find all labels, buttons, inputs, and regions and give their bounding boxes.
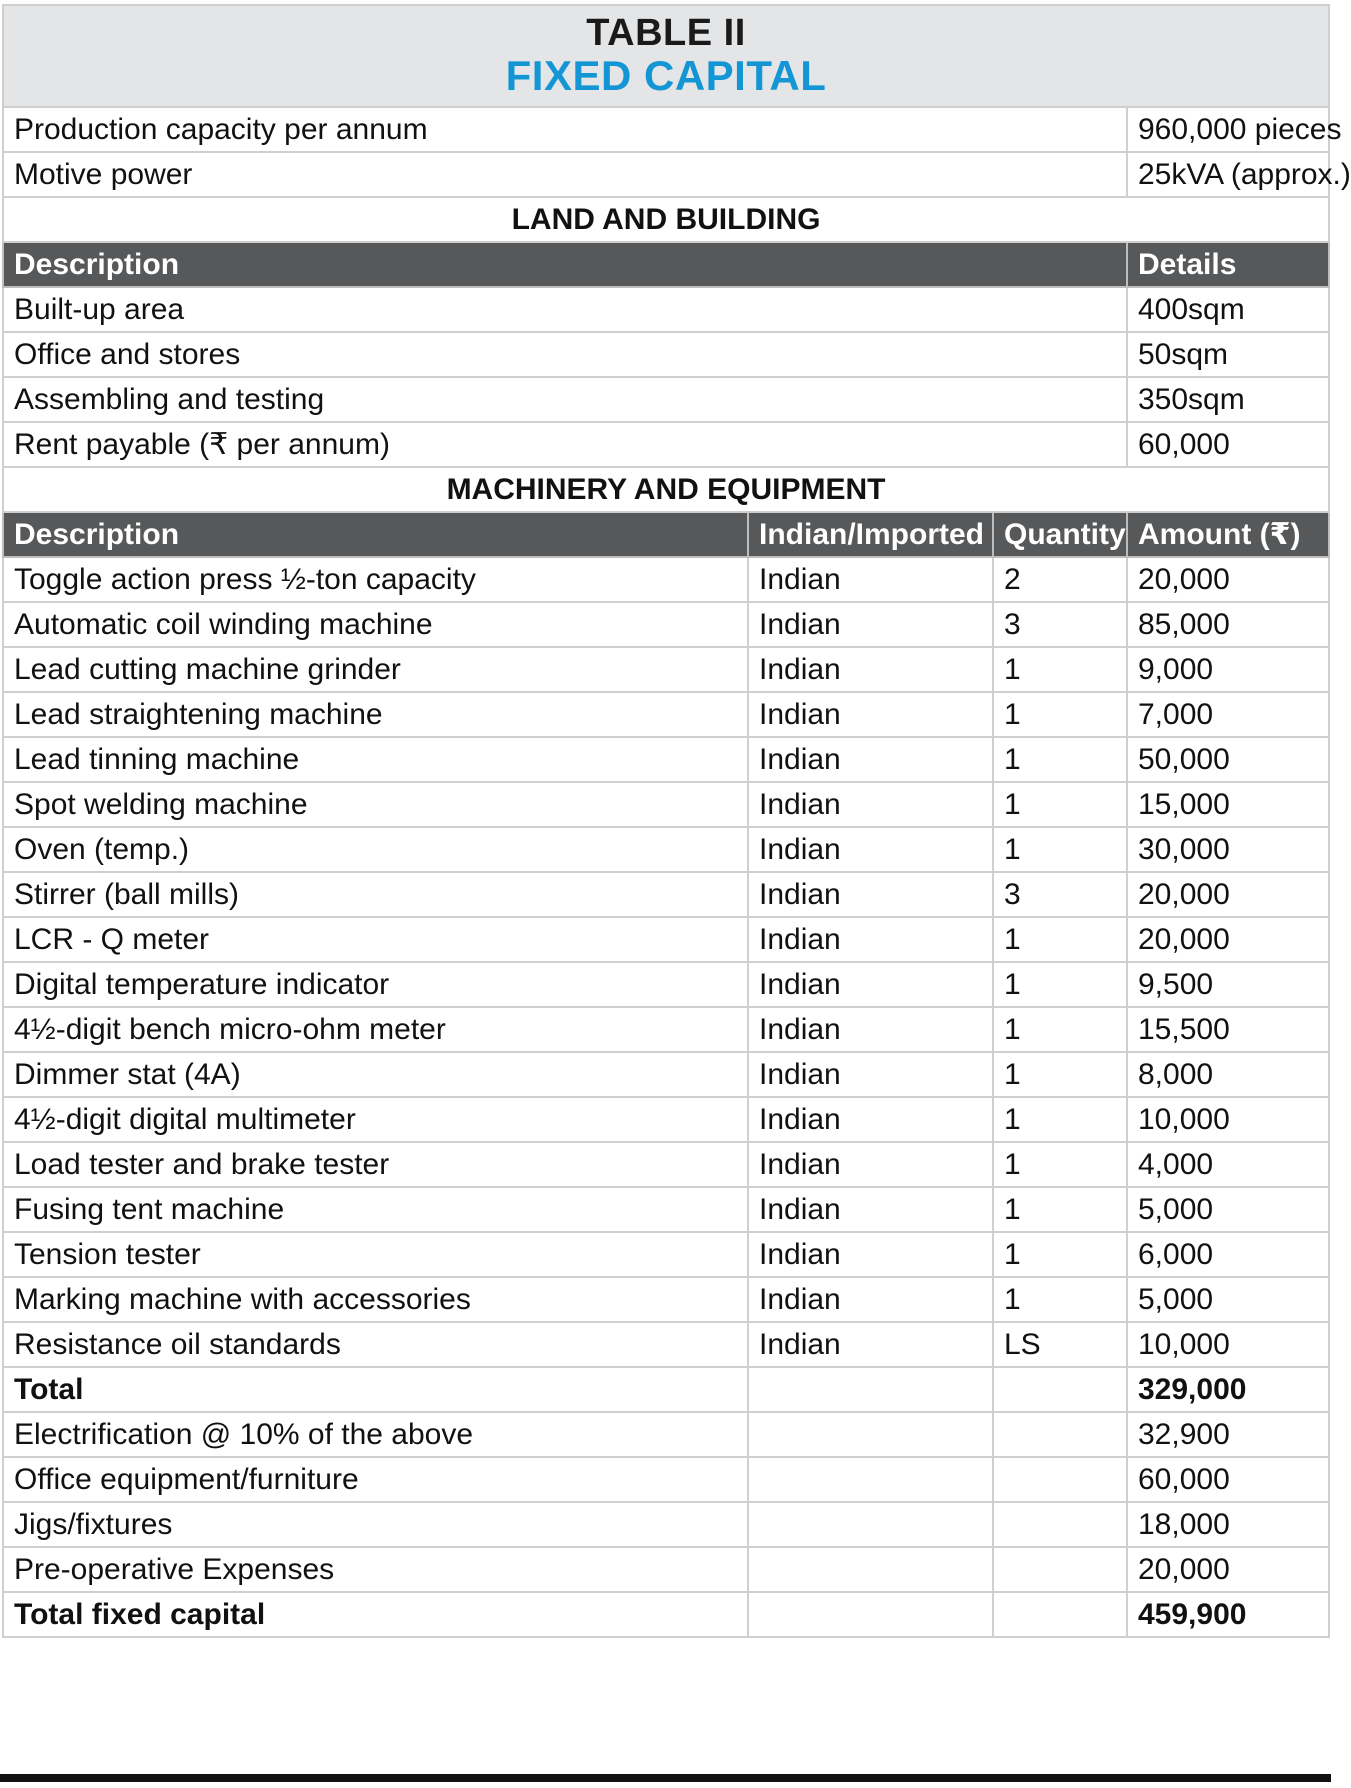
title-cell <box>3 5 1329 107</box>
quantity-cell: 1 <box>993 1187 1127 1232</box>
quantity-cell: 2 <box>993 557 1127 602</box>
amount-cell: 10,000 <box>1127 1097 1329 1142</box>
amount-cell: 15,000 <box>1127 782 1329 827</box>
origin-cell: Indian <box>748 602 993 647</box>
info-label: Motive power <box>3 152 1127 197</box>
description-cell: Lead straightening machine <box>3 692 748 737</box>
amount-cell: 5,000 <box>1127 1277 1329 1322</box>
origin-cell: Indian <box>748 1097 993 1142</box>
amount-cell: 9,000 <box>1127 647 1329 692</box>
amount-cell: 20,000 <box>1127 557 1329 602</box>
column-header-row <box>3 242 1329 287</box>
table-row <box>3 1187 1329 1232</box>
column-header-description: Description <box>3 242 1127 287</box>
description-cell: Stirrer (ball mills) <box>3 872 748 917</box>
quantity-cell: 1 <box>993 1277 1127 1322</box>
table-row <box>3 917 1329 962</box>
quantity-cell: 1 <box>993 917 1127 962</box>
quantity-cell: 1 <box>993 782 1127 827</box>
origin-cell: Indian <box>748 647 993 692</box>
info-row <box>3 107 1329 152</box>
column-header-origin: Indian/Imported <box>748 512 993 557</box>
quantity-cell: 1 <box>993 1007 1127 1052</box>
table-title: FIXED CAPITAL <box>505 51 827 99</box>
bottom-rule <box>0 1774 1331 1782</box>
summary-label: Total <box>3 1367 748 1412</box>
amount-cell: 10,000 <box>1127 1322 1329 1367</box>
origin-cell: Indian <box>748 1142 993 1187</box>
origin-cell: Indian <box>748 1007 993 1052</box>
summary-amount: 329,000 <box>1127 1367 1329 1412</box>
amount-cell: 20,000 <box>1127 872 1329 917</box>
table-row <box>3 1052 1329 1097</box>
table-row <box>3 422 1329 467</box>
description-cell: Resistance oil standards <box>3 1322 748 1367</box>
amount-cell: 6,000 <box>1127 1232 1329 1277</box>
description-cell: Toggle action press ½-ton capacity <box>3 557 748 602</box>
origin-cell: Indian <box>748 557 993 602</box>
description-cell: Lead tinning machine <box>3 737 748 782</box>
table-row <box>3 377 1329 422</box>
table-row <box>3 827 1329 872</box>
amount-cell: 8,000 <box>1127 1052 1329 1097</box>
empty-cell <box>993 1367 1127 1412</box>
info-label: Production capacity per annum <box>3 107 1127 152</box>
origin-cell: Indian <box>748 962 993 1007</box>
table-row <box>3 1277 1329 1322</box>
quantity-cell: 3 <box>993 602 1127 647</box>
fixed-capital-table <box>2 4 1351 1638</box>
table-row <box>3 557 1329 602</box>
quantity-cell: 1 <box>993 962 1127 1007</box>
summary-row <box>3 1457 1329 1502</box>
table-row <box>3 962 1329 1007</box>
summary-amount: 20,000 <box>1127 1547 1329 1592</box>
quantity-cell: 1 <box>993 827 1127 872</box>
column-header-row <box>3 512 1329 557</box>
origin-cell: Indian <box>748 782 993 827</box>
empty-cell <box>993 1547 1127 1592</box>
table-row <box>3 647 1329 692</box>
summary-row <box>3 1547 1329 1592</box>
section-heading-row <box>3 197 1329 242</box>
empty-cell <box>748 1412 993 1457</box>
quantity-cell: LS <box>993 1322 1127 1367</box>
info-row <box>3 152 1329 197</box>
description-cell: Marking machine with accessories <box>3 1277 748 1322</box>
description-cell: 4½-digit digital multimeter <box>3 1097 748 1142</box>
machinery-section-title: MACHINERY AND EQUIPMENT <box>3 467 1329 512</box>
section-heading-row <box>3 467 1329 512</box>
quantity-cell: 3 <box>993 872 1127 917</box>
table-row <box>3 287 1329 332</box>
empty-cell <box>748 1547 993 1592</box>
quantity-cell: 1 <box>993 1142 1127 1187</box>
total-row <box>3 1592 1329 1637</box>
summary-amount: 32,900 <box>1127 1412 1329 1457</box>
table-row <box>3 872 1329 917</box>
summary-label: Total fixed capital <box>3 1592 748 1637</box>
details-cell: 400sqm <box>1127 287 1329 332</box>
quantity-cell: 1 <box>993 692 1127 737</box>
origin-cell: Indian <box>748 872 993 917</box>
description-cell: 4½-digit bench micro-ohm meter <box>3 1007 748 1052</box>
details-cell: 50sqm <box>1127 332 1329 377</box>
description-cell: Automatic coil winding machine <box>3 602 748 647</box>
quantity-cell: 1 <box>993 1052 1127 1097</box>
table-row <box>3 1322 1329 1367</box>
summary-label: Jigs/fixtures <box>3 1502 748 1547</box>
empty-cell <box>748 1457 993 1502</box>
quantity-cell: 1 <box>993 737 1127 782</box>
origin-cell: Indian <box>748 737 993 782</box>
description-cell: Office and stores <box>3 332 1127 377</box>
quantity-cell: 1 <box>993 1097 1127 1142</box>
origin-cell: Indian <box>748 1322 993 1367</box>
description-cell: Oven (temp.) <box>3 827 748 872</box>
land-section-title: LAND AND BUILDING <box>3 197 1329 242</box>
table-row <box>3 602 1329 647</box>
empty-cell <box>993 1412 1127 1457</box>
table-row <box>3 692 1329 737</box>
description-cell: LCR - Q meter <box>3 917 748 962</box>
empty-cell <box>748 1592 993 1637</box>
table-row <box>3 1232 1329 1277</box>
description-cell: Built-up area <box>3 287 1127 332</box>
empty-cell <box>748 1502 993 1547</box>
quantity-cell: 1 <box>993 1232 1127 1277</box>
details-cell: 350sqm <box>1127 377 1329 422</box>
origin-cell: Indian <box>748 1052 993 1097</box>
total-row <box>3 1367 1329 1412</box>
origin-cell: Indian <box>748 1277 993 1322</box>
description-cell: Dimmer stat (4A) <box>3 1052 748 1097</box>
summary-row <box>3 1412 1329 1457</box>
amount-cell: 15,500 <box>1127 1007 1329 1052</box>
info-value: 25kVA (approx.) <box>1127 152 1329 197</box>
details-cell: 60,000 <box>1127 422 1329 467</box>
description-cell: Fusing tent machine <box>3 1187 748 1232</box>
amount-cell: 20,000 <box>1127 917 1329 962</box>
description-cell: Lead cutting machine grinder <box>3 647 748 692</box>
summary-label: Pre-operative Expenses <box>3 1547 748 1592</box>
summary-label: Office equipment/furniture <box>3 1457 748 1502</box>
table-row <box>3 782 1329 827</box>
empty-cell <box>993 1592 1127 1637</box>
title-row <box>3 5 1329 107</box>
column-header-description: Description <box>3 512 748 557</box>
amount-cell: 85,000 <box>1127 602 1329 647</box>
origin-cell: Indian <box>748 917 993 962</box>
empty-cell <box>993 1502 1127 1547</box>
table-row <box>3 1142 1329 1187</box>
amount-cell: 30,000 <box>1127 827 1329 872</box>
description-cell: Rent payable (₹ per annum) <box>3 422 1127 467</box>
description-cell: Load tester and brake tester <box>3 1142 748 1187</box>
description-cell: Assembling and testing <box>3 377 1127 422</box>
description-cell: Spot welding machine <box>3 782 748 827</box>
summary-amount: 60,000 <box>1127 1457 1329 1502</box>
summary-amount: 459,900 <box>1127 1592 1329 1637</box>
amount-cell: 4,000 <box>1127 1142 1329 1187</box>
table-number: TABLE II <box>586 12 746 54</box>
column-header-details: Details <box>1127 242 1329 287</box>
origin-cell: Indian <box>748 692 993 737</box>
summary-label: Electrification @ 10% of the above <box>3 1412 748 1457</box>
origin-cell: Indian <box>748 1187 993 1232</box>
empty-cell <box>993 1457 1127 1502</box>
description-cell: Digital temperature indicator <box>3 962 748 1007</box>
column-header-quantity: Quantity <box>993 512 1127 557</box>
table-row <box>3 1007 1329 1052</box>
table-row <box>3 332 1329 377</box>
table-row <box>3 1097 1329 1142</box>
summary-row <box>3 1502 1329 1547</box>
summary-amount: 18,000 <box>1127 1502 1329 1547</box>
origin-cell: Indian <box>748 1232 993 1277</box>
info-value: 960,000 pieces <box>1127 107 1329 152</box>
description-cell: Tension tester <box>3 1232 748 1277</box>
amount-cell: 50,000 <box>1127 737 1329 782</box>
column-header-amount: Amount (₹) <box>1127 512 1329 557</box>
empty-cell <box>748 1367 993 1412</box>
quantity-cell: 1 <box>993 647 1127 692</box>
amount-cell: 5,000 <box>1127 1187 1329 1232</box>
amount-cell: 9,500 <box>1127 962 1329 1007</box>
amount-cell: 7,000 <box>1127 692 1329 737</box>
origin-cell: Indian <box>748 827 993 872</box>
table-row <box>3 737 1329 782</box>
